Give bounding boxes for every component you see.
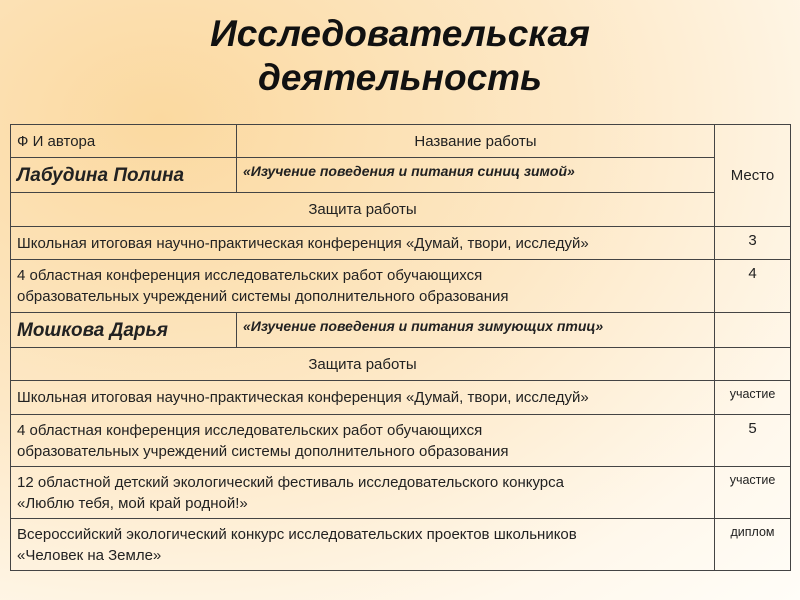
event-place: 3 [715,227,791,260]
header-work: Название работы [237,125,715,158]
event-line: Школьная итоговая научно-практическая конференция «Думай, твори, исследуй» [17,389,589,406]
event-row [11,415,791,467]
header-row [11,125,791,158]
event-row [11,519,791,571]
defense-label: Защита работы [11,193,715,227]
event-line: «Человек на Земле» [17,546,162,564]
event-place: участие [715,467,791,519]
empty-cell [715,313,791,348]
event-line: 4 областная конференция исследовательских работ обучающихся [17,421,483,439]
event-row [11,227,791,260]
event-name [11,467,715,519]
student-row [11,158,791,193]
event-line: 4 областная конференция исследовательских работ обучающихся [17,267,483,284]
event-line: Всероссийский экологический конкурс исследовательских проектов школьников [17,525,577,543]
work-title: «Изучение поведения и питания зимующих птиц» [237,313,715,348]
event-line: Школьная итоговая научно-практическая конференция «Думай, твори, исследуй» [17,234,589,252]
student-name: Мошкова Дарья [11,313,237,348]
event-name [11,381,715,415]
event-place: 5 [715,415,791,467]
event-row [11,260,791,313]
research-table [10,124,791,571]
header-author: Ф И автора [11,125,237,158]
event-name [11,415,715,467]
event-name [11,519,715,571]
student-name: Лабудина Полина [11,158,237,193]
event-name [11,260,715,313]
event-name [11,227,715,260]
title-line-1: Исследовательская [210,13,590,54]
header-place: Место [715,125,791,227]
event-row [11,467,791,519]
event-place: участие [715,381,791,415]
defense-label: Защита работы [11,348,715,381]
event-place: 4 [715,260,791,313]
student-row [11,313,791,348]
empty-cell [715,348,791,381]
event-row [11,381,791,415]
event-line: образовательных учреждений системы дополнительного образования [17,442,509,460]
title-line-2: деятельность [257,57,543,98]
event-line: 12 областной детский экологический фестиваль исследовательского конкурса [17,473,564,491]
page-title [0,12,800,100]
work-title: «Изучение поведения и питания синиц зимой» [237,158,715,193]
event-line: образовательных учреждений системы дополнительного образования [17,288,509,305]
event-line: «Люблю тебя, мой край родной!» [17,494,248,512]
event-place: диплом [715,519,791,571]
